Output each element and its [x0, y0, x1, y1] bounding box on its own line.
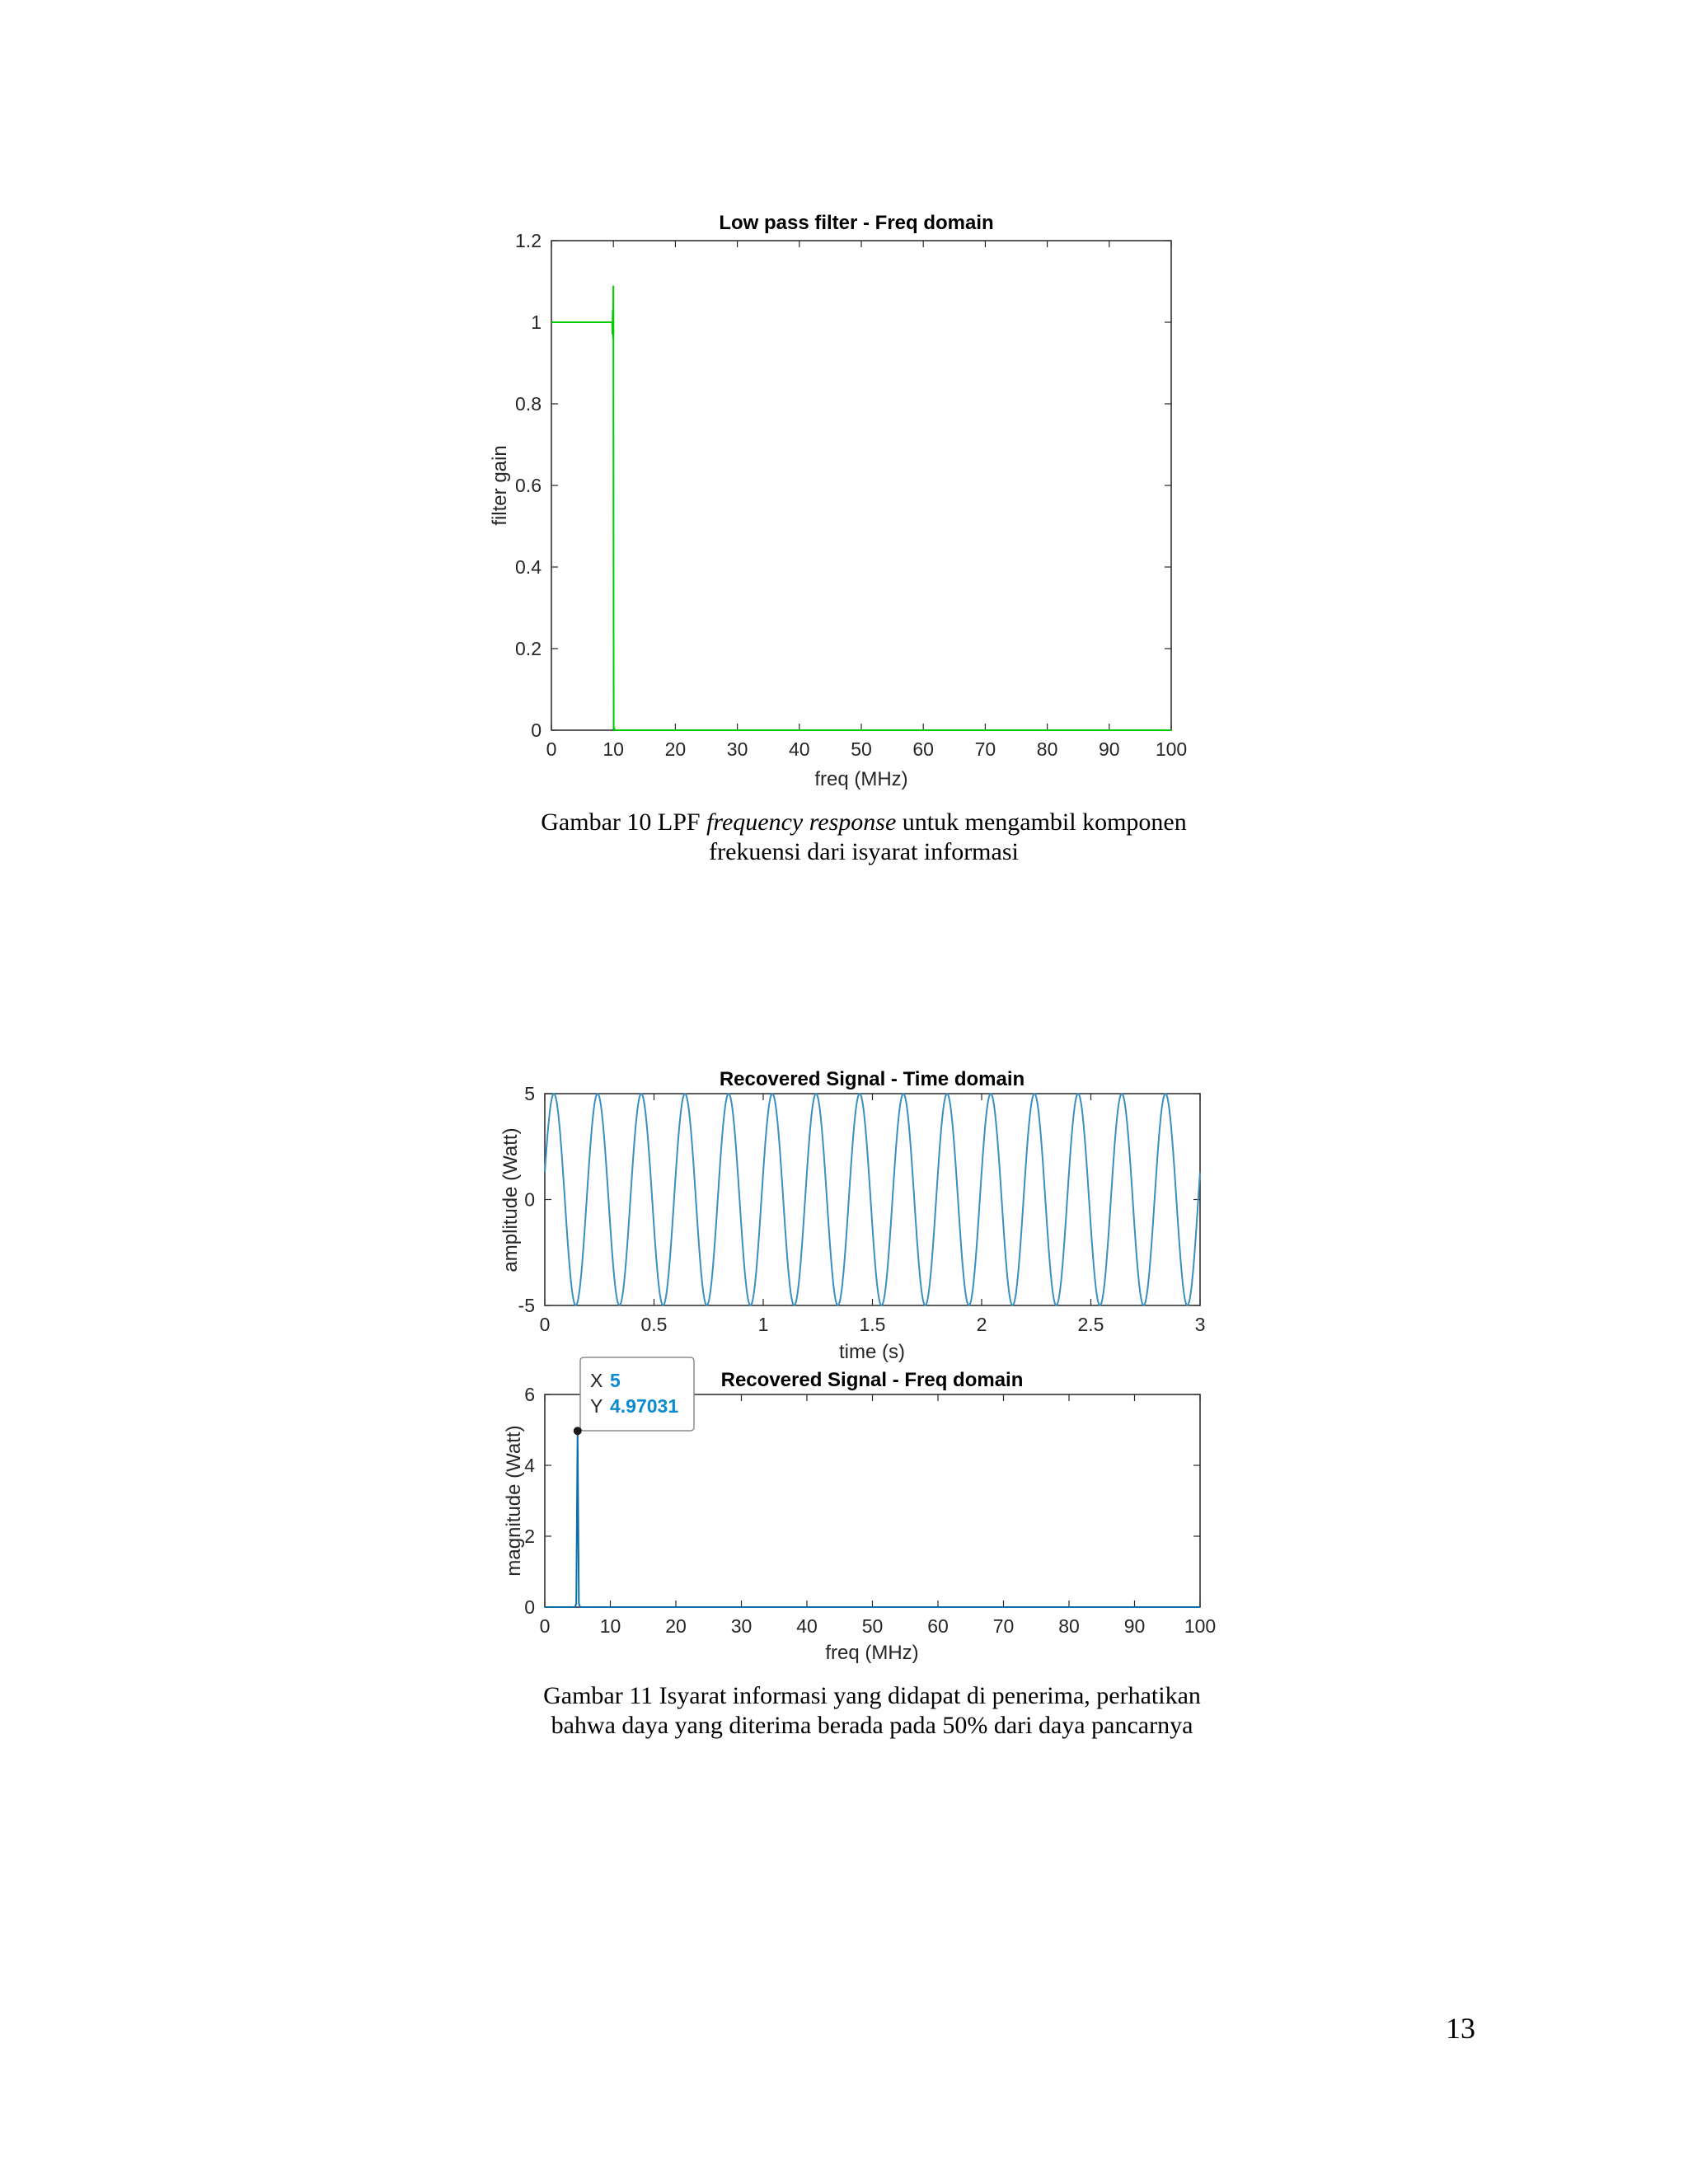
- y-tick-label: 0: [524, 1596, 535, 1618]
- y-tick-label: 2: [524, 1526, 535, 1547]
- y-axis-label: amplitude (Watt): [499, 1127, 522, 1272]
- y-tick-label: 0.6: [515, 475, 542, 496]
- x-axis-label: time (s): [839, 1341, 905, 1363]
- x-tick-label: 0: [546, 738, 557, 760]
- y-tick-label: 6: [524, 1384, 535, 1405]
- data-tip-y-label: Y: [590, 1395, 603, 1417]
- x-tick-label: 70: [992, 1615, 1015, 1637]
- x-axis-label: freq (MHz): [814, 768, 908, 790]
- x-tick-label: 50: [861, 1615, 884, 1637]
- x-tick-label: 3: [1194, 1314, 1206, 1335]
- x-tick-label: 0.5: [640, 1314, 668, 1335]
- x-tick-label: 90: [1099, 738, 1120, 760]
- x-tick-label: 10: [599, 1615, 621, 1637]
- x-tick-label: 40: [789, 738, 810, 760]
- x-tick-label: 30: [726, 738, 748, 760]
- chart-recovered-freq-domain: [503, 1357, 1216, 1664]
- x-tick-label: 2: [976, 1314, 987, 1335]
- plot-area: [551, 241, 1171, 730]
- data-tip-y-value: 4.97031: [610, 1395, 679, 1417]
- caption-line: frekuensi dari isyarat informasi: [709, 838, 1019, 865]
- x-tick-label: 60: [927, 1615, 949, 1637]
- chart-recovered-time-domain: [499, 1068, 1205, 1363]
- caption-text: untuk mengambil komponen: [896, 808, 1187, 836]
- caption-emphasis: frequency response: [706, 808, 897, 836]
- caption-line: bahwa daya yang diterima berada pada 50% dari daya pancarnya: [551, 1712, 1193, 1739]
- data-tip-marker: [574, 1427, 582, 1435]
- y-tick-label: 0.4: [515, 556, 542, 578]
- x-tick-label: 30: [730, 1615, 753, 1637]
- caption-text: Gambar 10 LPF: [541, 808, 707, 836]
- caption-line: Gambar 11 Isyarat informasi yang didapat di penerima, perhatikan: [543, 1682, 1201, 1709]
- x-tick-label: 60: [912, 738, 934, 760]
- y-tick-label: 0: [524, 1188, 535, 1211]
- x-axis-label: freq (MHz): [825, 1642, 919, 1664]
- y-tick-label: 5: [524, 1083, 535, 1104]
- chart-title: Recovered Signal - Time domain: [719, 1068, 1025, 1090]
- data-tip-box: [580, 1357, 694, 1431]
- y-tick-label: -5: [518, 1295, 535, 1316]
- x-tick-label: 1: [757, 1314, 769, 1335]
- x-tick-label: 70: [974, 738, 996, 760]
- x-tick-label: 100: [1155, 738, 1188, 760]
- x-tick-label: 20: [665, 1615, 687, 1637]
- x-tick-label: 0: [539, 1314, 551, 1335]
- x-tick-label: 0: [539, 1615, 551, 1637]
- x-tick-label: 2.5: [1077, 1314, 1104, 1335]
- x-tick-label: 10: [603, 738, 624, 760]
- x-tick-label: 80: [1058, 1615, 1080, 1637]
- y-tick-label: 4: [524, 1455, 535, 1476]
- caption-line: [541, 808, 1187, 836]
- chart-lpf-frequency-response: [489, 212, 1187, 790]
- page-number: 13: [1446, 2012, 1475, 2045]
- x-tick-label: 80: [1036, 738, 1058, 760]
- y-tick-label: 0.2: [515, 638, 542, 659]
- x-tick-label: 50: [851, 738, 872, 760]
- x-tick-label: 100: [1184, 1615, 1217, 1637]
- y-tick-label: 1.2: [515, 230, 542, 251]
- data-tip[interactable]: [574, 1357, 694, 1435]
- y-axis-label: filter gain: [489, 445, 511, 526]
- x-tick-label: 1.5: [859, 1314, 886, 1335]
- x-tick-label: 40: [796, 1615, 818, 1637]
- y-tick-label: 0.8: [515, 393, 542, 415]
- plot-area: [545, 1094, 1200, 1305]
- x-tick-label: 20: [664, 738, 687, 760]
- data-tip-x-label: X: [590, 1370, 603, 1391]
- y-tick-label: 1: [531, 312, 542, 333]
- x-tick-label: 90: [1123, 1615, 1146, 1637]
- chart-title: Low pass filter - Freq domain: [719, 212, 994, 234]
- y-tick-label: 0: [531, 719, 542, 741]
- y-axis-label: magnitude (Watt): [503, 1425, 525, 1577]
- chart-title: Recovered Signal - Freq domain: [720, 1369, 1024, 1391]
- figure-11-caption: [336, 1681, 1408, 1741]
- data-tip-x-value: 5: [610, 1370, 621, 1391]
- figure-10-caption: [328, 808, 1400, 867]
